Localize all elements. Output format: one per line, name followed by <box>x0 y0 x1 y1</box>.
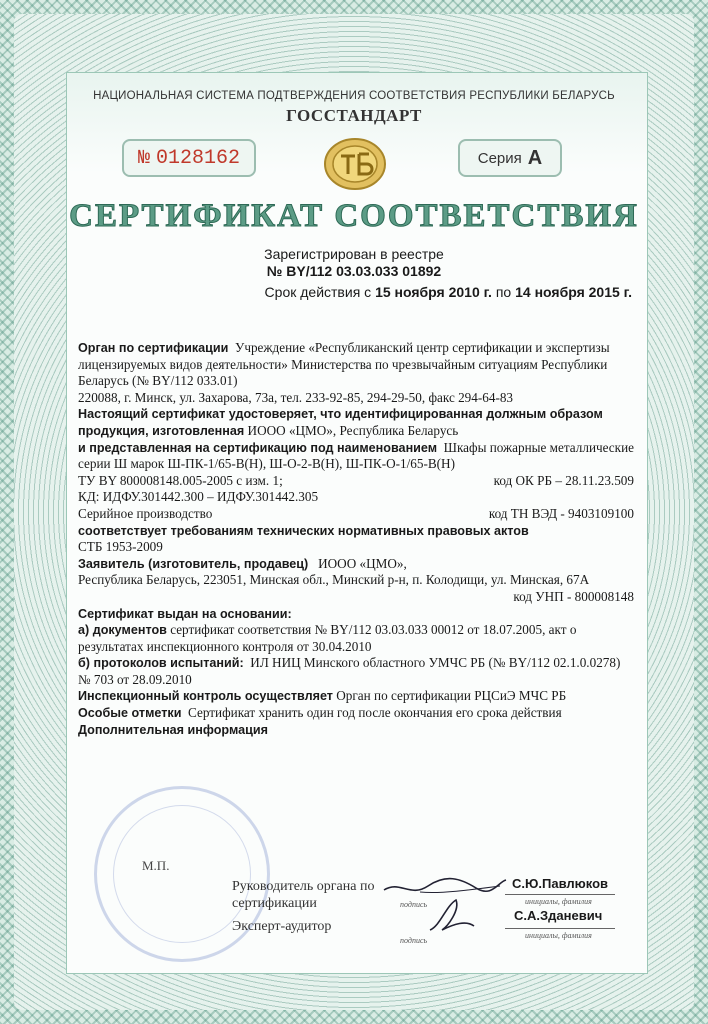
series-box <box>458 139 562 177</box>
validity-to: 14 ноября 2015 г. <box>515 284 632 300</box>
organ-address: 220088, г. Минск, ул. Захарова, 73а, тел. 233-92-85, 294-29-50, факс 294-64-83 <box>78 389 514 405</box>
certificate-title: СЕРТИФИКАТ СООТВЕТСТВИЯ <box>69 198 639 234</box>
head-name-line <box>505 894 615 895</box>
head-label: Руководитель органа по сертификации <box>232 879 375 911</box>
organ-section: Орган по сертификации Учреждение «Республиканский центр сертификации и экспертизы лицензируемых видов деятельности» Министерства по чрезвычайным ситуациям Республики Беларусь (№ BY/112 033.01) <box>78 340 610 389</box>
official-seal <box>94 786 270 962</box>
kd-line: КД: ИДФУ.301442.300 – ИДФУ.301442.305 <box>78 489 319 505</box>
tu-row: ТУ BY 800008148.005-2005 с изм. 1; код ОК РБ – 28.11.23.509 <box>78 472 634 488</box>
standard: СТБ 1953-2009 <box>78 539 163 555</box>
expert-label: Эксперт-аудитор <box>232 919 332 934</box>
series-label: Серия <box>477 149 522 167</box>
serial-row: Серийное производство код ТН ВЭД - 9403109100 <box>78 505 634 521</box>
gosstandart-logo-icon <box>319 134 391 194</box>
applicant-section: Заявитель (изготовитель, продавец) ИООО «ЦМО», <box>78 555 407 571</box>
head-name: С.Ю.Павлюков <box>512 876 609 891</box>
special-section: Особые отметки Сертификат хранить один год после окончания его срока действия <box>78 705 562 721</box>
certificate-number-box <box>122 139 256 177</box>
system-title: НАЦИОНАЛЬНАЯ СИСТЕМА ПОДТВЕРЖДЕНИЯ СООТВЕТСТВИЯ РЕСПУБЛИКИ БЕЛАРУСЬ <box>93 90 615 102</box>
expert-name: С.А.Зданевич <box>514 908 603 923</box>
expert-name-hint: инициалы, фамилия <box>525 931 592 940</box>
docs-section: а) документов сертификат соответствия № BY/112 03.03.033 00012 от 18.07.2005, акт о результатах инспекционного контроля от 30.04.2010 <box>78 622 577 654</box>
inspection-section: Инспекционный контроль осуществляет Орган по сертификации РЦСиЭ МЧС РБ <box>78 688 567 704</box>
product-section: и представленная на сертификацию под наименованием Шкафы пожарные металлические серии Ш марок Ш-ПК-1/65-В(Н), Ш-О-2-В(Н), Ш-ПК-О-1/65-В(Н) <box>78 439 634 472</box>
conforms-label: соответствует требованиям технических нормативных правовых актов <box>78 523 529 538</box>
gosstandart-title: ГОССТАНДАРТ <box>286 106 422 125</box>
expert-signature-icon <box>420 896 480 936</box>
basis-label: Сертификат выдан на основании: <box>78 606 292 621</box>
head-name-hint: инициалы, фамилия <box>525 897 592 906</box>
certificate-number: 0128162 <box>156 146 241 170</box>
unp-code: код УНП - 800008148 <box>513 588 634 604</box>
certifies-section: Настоящий сертификат удостоверяет, что идентифицированная должным образом продукция, изготовленная ИООО «ЦМО», Республика Беларусь <box>78 407 603 438</box>
registry-number: № BY/112 03.03.033 01892 <box>266 263 442 279</box>
extra-info-label: Дополнительная информация <box>78 722 268 737</box>
registered-text: Зарегистрирован в реестре <box>264 246 444 262</box>
protocols-section: б) протоколов испытаний: ИЛ НИЦ Минского областного УМЧС РБ (№ BY/112 02.1.0.0278) № 703 от 28.09.2010 <box>78 655 621 687</box>
applicant-address: Республика Беларусь, 223051, Минская обл., Минский р-н, п. Колодищи, ул. Минская, 67А <box>78 572 590 588</box>
mp-label: М.П. <box>142 858 170 873</box>
validity-from: 15 ноября 2010 г. <box>375 284 492 300</box>
certificate-body <box>78 340 634 738</box>
number-sign: № <box>137 146 150 170</box>
series-value: А <box>527 146 543 169</box>
validity-period: Срок действия с 15 ноября 2010 г. по 14 ноября 2015 г. <box>264 284 632 300</box>
expert-sign-hint: подпись <box>400 936 428 945</box>
head-sign-hint: подпись <box>400 900 428 909</box>
expert-name-line <box>505 928 615 929</box>
